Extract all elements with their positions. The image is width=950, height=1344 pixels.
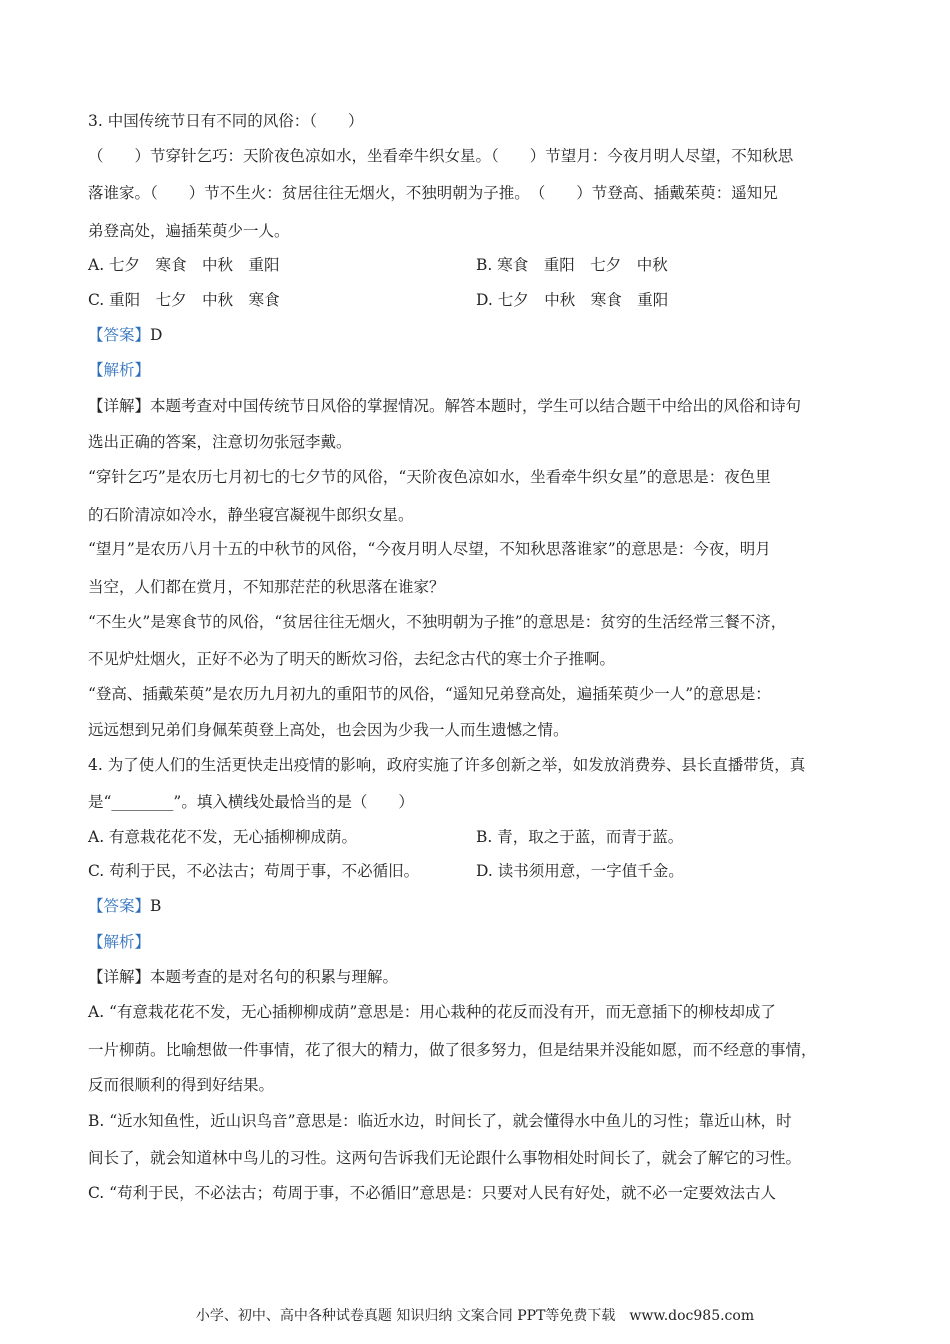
q4-detail-line-3: 一片柳荫。比喻想做一件事情，花了很大的精力，做了很多努力，但是结果并没能如愿，而不经意的事情， [88, 1041, 817, 1059]
q3-detail-line-2: 选出正确的答案，注意切勿张冠李戴。 [88, 433, 352, 451]
q3-option-a: A. 七夕 寒食 中秋 重阳 [88, 256, 280, 274]
q4-detail-line-7: C. “苟利于民，不必法古；苟周于事，不必循旧”意思是：只要对人民有好处，就不必一定要效法古人 [88, 1184, 777, 1202]
q3-body-line-2: 落谁家。（ ）节不生火：贫居往往无烟火，不独明朝为子推。 （ ）节登高、插戴茱萸：遥知兄 [88, 184, 778, 202]
q4-option-a: A. 有意栽花花不发，无心插柳柳成荫。 [88, 828, 358, 846]
q3-body-line-3: 弟登高处，遍插茱萸少一人。 [88, 222, 290, 240]
q3-detail-line-5: “望月”是农历八月十五的中秋节的风俗，“今夜月明人尽望，不知秋思落谁家”的意思是：今夜，明月 [88, 540, 771, 558]
q3-detail-line-1 [88, 396, 801, 416]
q4-detail-line-6: 间长了，就会知道林中鸟儿的习性。这两句告诉我们无论跟什么事物相处时间长了，就会了解它的习性。 [88, 1149, 802, 1167]
q4-analysis [88, 932, 150, 952]
q3-option-c: C. 重阳 七夕 中秋 寒食 [88, 291, 280, 309]
analysis-tag: 【解析】 [88, 361, 151, 379]
q3-detail-line-10: 远远想到兄弟们身佩茱萸登上高处，也会因为少我一人而生遗憾之情。 [88, 721, 569, 739]
q4-option-b: B. 青，取之于蓝，而青于蓝。 [476, 828, 684, 846]
answer-value: B [150, 897, 162, 915]
answer-tag: 【答案】 [88, 326, 151, 344]
q3-detail-line-6: 当空，人们都在赏月，不知那茫茫的秋思落在谁家？ [88, 578, 445, 596]
q3-detail-line-7: “不生火”是寒食节的风俗，“贫居往往无烟火，不独明朝为子推”的意思是：贫穷的生活经常三餐不济， [88, 613, 787, 631]
q3-detail-line-9: “登高、插戴茱萸”是农历九月初九的重阳节的风俗，“遥知兄弟登高处，遍插茱萸少一人”的意思是： [88, 685, 771, 703]
answer-tag: 【答案】 [88, 897, 151, 915]
q3-detail-line-3: “穿针乞巧”是农历七月初七的七夕节的风俗，“天阶夜色凉如水，坐看牵牛织女星”的意思是：夜色里 [88, 468, 771, 486]
q4-option-c: C. 苟利于民，不必法古；苟周于事，不必循旧。 [88, 862, 420, 880]
q4-detail-line-1 [88, 967, 398, 987]
q3-option-b: B. 寒食 重阳 七夕 中秋 [476, 256, 668, 274]
detail-text: 本题考查的是对名句的积累与理解。 [150, 968, 399, 986]
q3-option-d: D. 七夕 中秋 寒食 重阳 [476, 291, 669, 309]
q4-option-d: D. 读书须用意，一字值千金。 [476, 862, 684, 880]
detail-text: 本题考查对中国传统节日风俗的掌握情况。解答本题时，学生可以结合题干中给出的风俗和诗句 [150, 397, 802, 415]
q3-body-line-1: （ ）节穿针乞巧：天阶夜色凉如水，坐看牵牛织女星。（ ）节望月：今夜月明人尽望，不知秋思 [88, 147, 794, 165]
q4-stem-line-2: 是“________”。填入横线处最恰当的是（ ） [88, 793, 414, 811]
q4-detail-line-2: A. “有意栽花花不发，无心插柳柳成荫”意思是：用心栽种的花反而没有开，而无意插下的柳枝却成了 [88, 1003, 776, 1021]
q4-detail-line-5: B. “近水知鱼性，近山识鸟音”意思是：临近水边，时间长了，就会懂得水中鱼儿的习性；靠近山林，时 [88, 1112, 792, 1130]
q3-detail-line-8: 不见炉灶烟火，正好不必为了明天的断炊习俗，去纪念古代的寒士介子推啊。 [88, 650, 616, 668]
answer-value: D [150, 326, 163, 344]
detail-tag: 【详解】 [88, 397, 151, 415]
q3-stem: 3. 中国传统节日有不同的风俗：（ ） [88, 112, 364, 130]
detail-tag: 【详解】 [88, 968, 151, 986]
q3-analysis [88, 360, 150, 380]
q4-detail-line-4: 反而很顺利的得到好结果。 [88, 1076, 275, 1094]
page-footer: 小学、初中、高中各种试卷真题 知识归纳 文案合同 PPT等免费下载 www.doc985.com [195, 1308, 755, 1324]
analysis-tag: 【解析】 [88, 933, 151, 951]
q3-answer [88, 325, 162, 345]
q3-detail-line-4: 的石阶清凉如冷水，静坐寝宫凝视牛郎织女星。 [88, 506, 414, 524]
q4-answer [88, 896, 161, 916]
q4-stem-line-1: 4. 为了使人们的生活更快走出疫情的影响，政府实施了许多创新之举，如发放消费券、县长直播带货，真 [88, 756, 806, 774]
